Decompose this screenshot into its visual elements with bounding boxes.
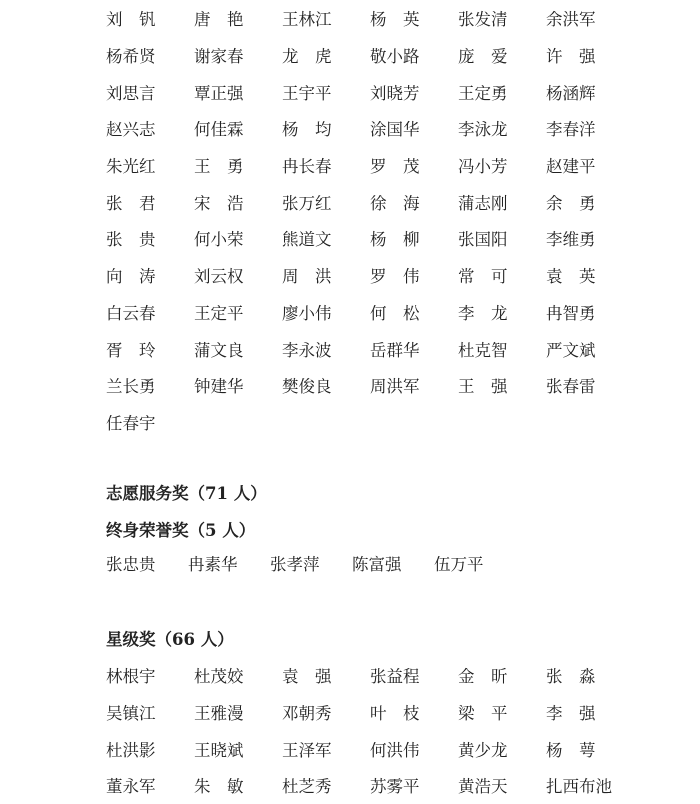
honoree-name: 何 松 <box>370 303 420 323</box>
honoree-name: 许 强 <box>546 47 596 67</box>
honoree-name: 杨 柳 <box>370 230 420 250</box>
honoree-name: 常 可 <box>458 267 508 287</box>
honoree-name: 林根宇 <box>106 667 156 687</box>
honoree-name-grid <box>106 0 606 440</box>
honoree-name: 张孝萍 <box>270 555 320 574</box>
name-row <box>106 110 606 147</box>
honoree-name: 敬小路 <box>370 47 420 67</box>
honoree-name: 王雅漫 <box>194 704 244 724</box>
honoree-name: 杜洪影 <box>106 740 156 760</box>
honoree-name: 刘云权 <box>194 267 244 287</box>
honoree-name: 张发清 <box>458 10 508 30</box>
volunteer-award-heading: 志愿服务奖（71 人） <box>106 484 267 503</box>
honoree-name: 张春雷 <box>546 377 596 397</box>
honoree-name: 王林江 <box>282 10 332 30</box>
honoree-name: 宋 浩 <box>194 193 244 213</box>
name-row <box>106 730 606 767</box>
honoree-name: 冉长春 <box>282 157 332 177</box>
honoree-name: 李泳龙 <box>458 120 508 140</box>
honoree-name: 任春宇 <box>106 413 156 433</box>
honoree-name: 张 贵 <box>106 230 156 250</box>
honoree-name: 张忠贵 <box>106 555 156 574</box>
honoree-name: 张 淼 <box>546 667 596 687</box>
honoree-name: 王泽军 <box>282 740 332 760</box>
honoree-name: 李维勇 <box>546 230 596 250</box>
honoree-name: 兰长勇 <box>106 377 156 397</box>
honoree-name: 周洪军 <box>370 377 420 397</box>
honoree-name: 张国阳 <box>458 230 508 250</box>
honoree-name: 罗 伟 <box>370 267 420 287</box>
honoree-name: 扎西布池 <box>546 777 612 797</box>
honoree-name: 赵建平 <box>546 157 596 177</box>
honoree-name: 王晓斌 <box>194 740 244 760</box>
honoree-name: 谢家春 <box>194 47 244 67</box>
honoree-name: 廖小伟 <box>282 303 332 323</box>
name-row <box>106 73 606 110</box>
name-row <box>106 694 606 731</box>
honoree-name: 王定勇 <box>458 83 508 103</box>
star-award-name-grid <box>106 657 612 804</box>
name-row <box>106 147 606 184</box>
honoree-name: 张益程 <box>370 667 420 687</box>
honoree-name: 梁 平 <box>458 704 508 724</box>
honoree-name: 王 勇 <box>194 157 244 177</box>
name-row <box>106 767 612 804</box>
honoree-name: 何佳霖 <box>194 120 244 140</box>
honoree-name: 王宇平 <box>282 83 332 103</box>
honoree-name: 白云春 <box>106 303 156 323</box>
honoree-name: 龙 虎 <box>282 47 332 67</box>
name-row <box>106 330 606 367</box>
honoree-name: 蒲志刚 <box>458 193 508 213</box>
honoree-name: 余 勇 <box>546 193 596 213</box>
honoree-name: 李永波 <box>282 340 332 360</box>
name-row <box>106 257 606 294</box>
honoree-name: 向 涛 <box>106 267 156 287</box>
honoree-name: 杨 均 <box>282 120 332 140</box>
honoree-name: 樊俊良 <box>282 377 332 397</box>
honoree-name: 董永军 <box>106 777 156 797</box>
honoree-name: 徐 海 <box>370 193 420 213</box>
honoree-name: 朱光红 <box>106 157 156 177</box>
name-row <box>106 404 606 441</box>
name-row <box>106 183 606 220</box>
honoree-name: 杜芝秀 <box>282 777 332 797</box>
lifetime-award-heading: 终身荣誉奖（5 人） <box>106 521 256 540</box>
honoree-name: 冉素华 <box>188 555 238 574</box>
honoree-name: 袁 强 <box>282 667 332 687</box>
name-row <box>106 294 606 331</box>
name-row <box>106 0 606 37</box>
honoree-name: 罗 茂 <box>370 157 420 177</box>
honoree-name: 李春洋 <box>546 120 596 140</box>
honoree-name: 覃正强 <box>194 83 244 103</box>
name-row <box>106 367 606 404</box>
honoree-name: 袁 英 <box>546 267 596 287</box>
honoree-name: 张 君 <box>106 193 156 213</box>
honoree-name: 涂国华 <box>370 120 420 140</box>
honoree-name: 何小荣 <box>194 230 244 250</box>
honoree-name: 刘晓芳 <box>370 83 420 103</box>
honoree-name: 李 龙 <box>458 303 508 323</box>
honoree-name: 刘思言 <box>106 83 156 103</box>
honoree-name: 邓朝秀 <box>282 704 332 724</box>
honoree-name: 杨涵辉 <box>546 83 596 103</box>
lifetime-award-names <box>106 551 516 575</box>
honoree-name: 朱 敏 <box>194 777 244 797</box>
honoree-name: 岳群华 <box>370 340 420 360</box>
honoree-name: 吴镇江 <box>106 704 156 724</box>
honoree-name: 严文斌 <box>546 340 596 360</box>
honoree-name: 赵兴志 <box>106 120 156 140</box>
honoree-name: 冉智勇 <box>546 303 596 323</box>
honoree-name: 钟建华 <box>194 377 244 397</box>
honoree-name: 张万红 <box>282 193 332 213</box>
honoree-name: 蒲文良 <box>194 340 244 360</box>
honoree-name: 陈富强 <box>352 555 402 574</box>
honoree-name: 金 昕 <box>458 667 508 687</box>
honoree-name: 黄浩天 <box>458 777 508 797</box>
star-award-heading: 星级奖（66 人） <box>106 630 234 649</box>
honoree-name: 黄少龙 <box>458 740 508 760</box>
name-row <box>106 37 606 74</box>
honoree-name: 周 洪 <box>282 267 332 287</box>
honoree-name: 唐 艳 <box>194 10 244 30</box>
honoree-name: 何洪伟 <box>370 740 420 760</box>
honoree-name: 庞 爱 <box>458 47 508 67</box>
name-row <box>106 220 606 257</box>
honoree-name: 胥 玲 <box>106 340 156 360</box>
honoree-name: 刘 钒 <box>106 10 156 30</box>
honoree-name: 冯小芳 <box>458 157 508 177</box>
honoree-name: 伍万平 <box>434 555 484 574</box>
honoree-name: 苏雾平 <box>370 777 420 797</box>
honoree-name: 杨 英 <box>370 10 420 30</box>
name-row <box>106 657 606 694</box>
honoree-name: 杨 萼 <box>546 740 596 760</box>
honoree-name: 余洪军 <box>546 10 596 30</box>
honoree-name: 李 强 <box>546 704 596 724</box>
honoree-name: 杨希贤 <box>106 47 156 67</box>
honoree-name: 杜茂姣 <box>194 667 244 687</box>
honoree-name: 王定平 <box>194 303 244 323</box>
honoree-name: 熊道文 <box>282 230 332 250</box>
honoree-name: 王 强 <box>458 377 508 397</box>
honoree-name: 叶 枝 <box>370 704 420 724</box>
honoree-name: 杜克智 <box>458 340 508 360</box>
